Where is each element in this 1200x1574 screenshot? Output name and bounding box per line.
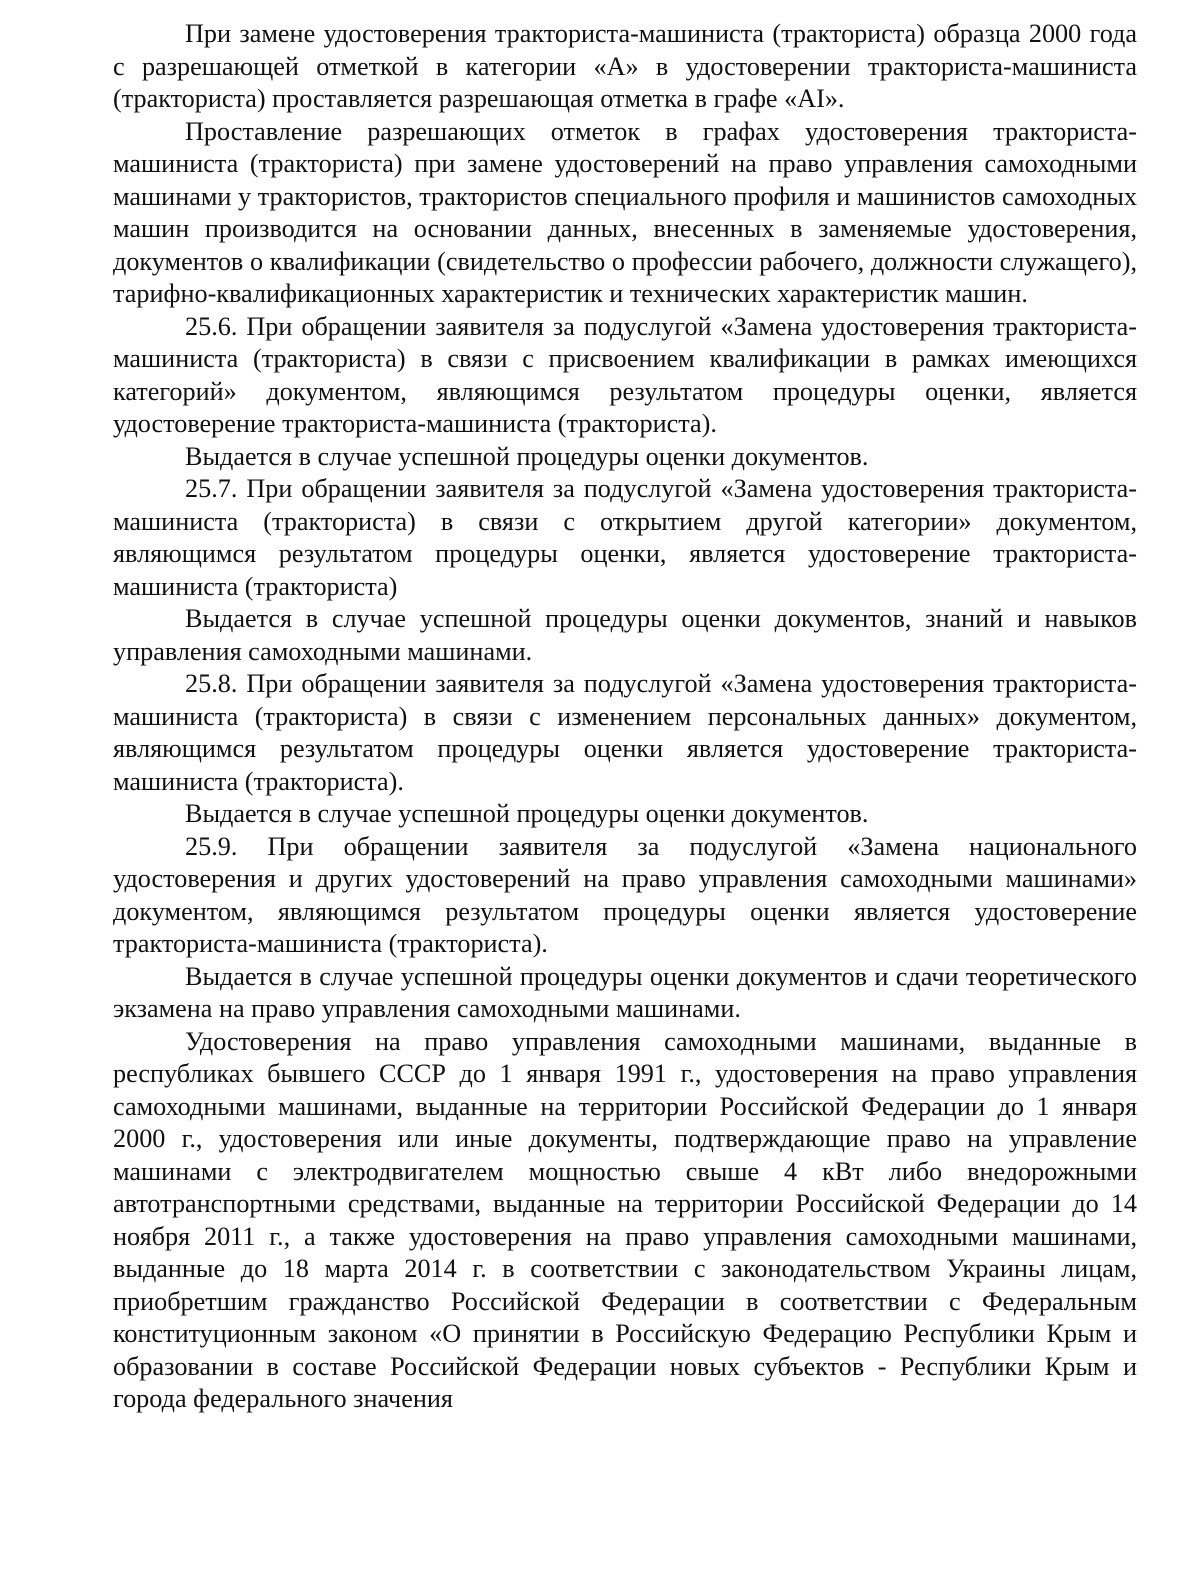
paragraph-permit-marks: Проставление разрешающих отметок в графах удостоверения тракториста-машиниста (тракториста) при замене удостоверений на право управления самоходными машинами у трактористов, трактористов специального профиля и машинистов самоходных машин производится на основании данных, внесенных в заменяемые удостоверения, документов о квалификации (свидетельство о профессии рабочего, должности служащего), тарифно-квалификационных характеристик и технических характеристик машин. [113,116,1137,308]
paragraph-25-6-issued: Выдается в случае успешной процедуры оценки документов. [185,441,869,471]
paragraph-25-9: 25.9. При обращении заявителя за подуслугой «Замена национального удостоверения и других удостоверений на право управления самоходными машинами» документом, являющимся результатом процедуры оценки является удостоверение тракториста-машиниста (тракториста). [113,831,1137,958]
paragraph-25-8-issued: Выдается в случае успешной процедуры оценки документов. [185,799,869,828]
document-page [113,18,1137,1416]
paragraph-other-licenses: Удостоверения на право управления самоходными машинами, выданные в республиках бывшего СССР до 1 января 1991 г., удостоверения на право управления самоходными машинами, выданные на территории Российской Федерации до 1 января 2000 г., удостоверения или иные документы, подтверждающие право на управление машинами с электродвигателем мощностью свыше 4 кВт либо внедорожными автотранспортными средствами, выданные на территории Российской Федерации до 14 ноября 2011 г., а также удостоверения на право управления самоходными машинами, выданные до 18 марта 2014 г. в соответствии с законодательством Украины лицам, приобретшим гражданство Российской Федерации в соответствии с Федеральным конституционным законом «О принятии в Российскую Федерацию Республики Крым и образовании в составе Российской Федерации новых субъектов - Республики Крым и города федерального значения [113,1026,1137,1413]
paragraph-25-9-issued: Выдается в случае успешной процедуры оценки документов и сдачи теоретического экзамена на право управления самоходными машинами. [113,961,1137,1023]
paragraph-25-8: 25.8. При обращении заявителя за подуслугой «Замена удостоверения тракториста-машиниста (тракториста) в связи с изменением персональных данных» документом, являющимся результатом процедуры оценки является удостоверение тракториста-машиниста (тракториста). [113,669,1137,796]
paragraph-25-7-issued: Выдается в случае успешной процедуры оценки документов, знаний и навыков управления самоходными машинами. [113,604,1137,666]
paragraph-25-6: 25.6. При обращении заявителя за подуслугой «Замена удостоверения тракториста-машиниста (тракториста) в связи с присвоением квалификации в рамках имеющихся категорий» документом, являющимся результатом процедуры оценки, является удостоверение тракториста-машиниста (тракториста). [113,311,1137,438]
paragraph-replacement-category-a: При замене удостоверения тракториста-машиниста (тракториста) образца 2000 года с разрешающей отметкой в категории «А» в удостоверении тракториста-машиниста (тракториста) проставляется разрешающая отметка в графе «AI». [113,19,1137,113]
paragraph-25-7: 25.7. При обращении заявителя за подуслугой «Замена удостоверения тракториста-машиниста (тракториста) в связи с открытием другой категории» документом, являющимся результатом процедуры оценки, является удостоверение тракториста-машиниста (тракториста) [113,474,1137,601]
